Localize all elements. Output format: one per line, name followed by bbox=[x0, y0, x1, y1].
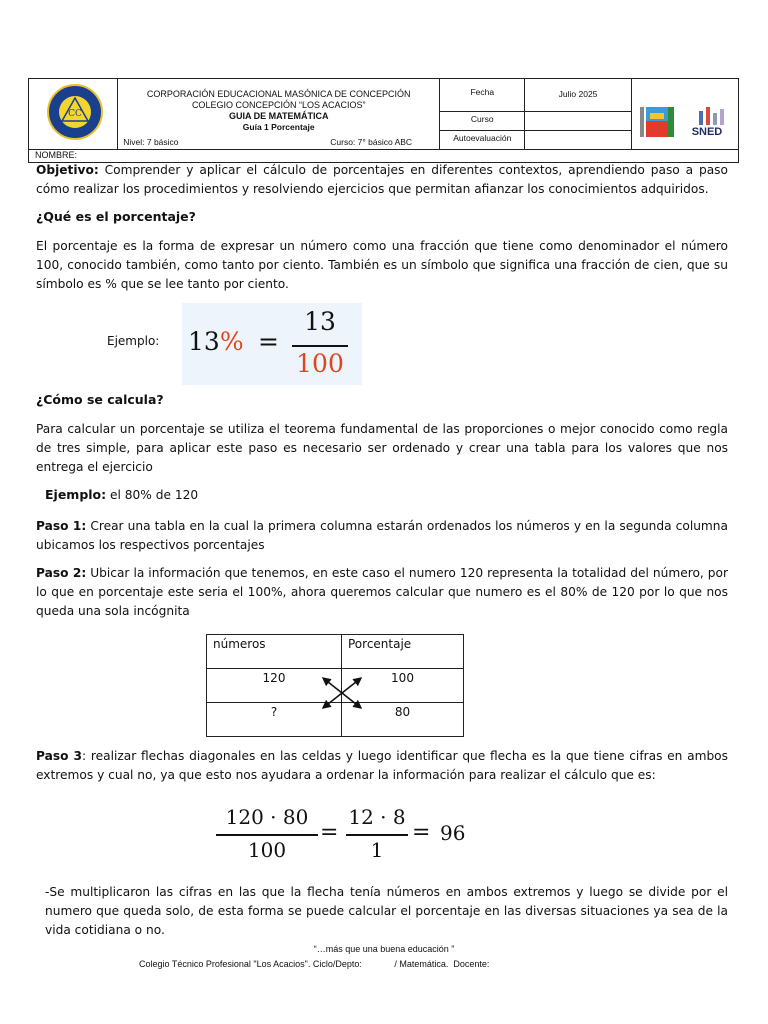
fecha-value: Julio 2025 bbox=[525, 79, 631, 112]
example1-equals: = bbox=[258, 327, 279, 356]
example1-denominator: 100 bbox=[296, 349, 344, 378]
fecha-label: Fecha bbox=[440, 79, 525, 112]
autoevaluacion-value[interactable] bbox=[525, 130, 631, 149]
svg-text:CC: CC bbox=[68, 109, 82, 119]
table-cell: 120 bbox=[207, 669, 342, 703]
paso3-label: Paso 3 bbox=[36, 749, 83, 763]
org-line2: COLEGIO CONCEPCIÓN “LOS ACACIOS” bbox=[191, 100, 366, 110]
table-header-porcentaje: Porcentaje bbox=[342, 635, 464, 669]
guide-subtitle: Guía 1 Porcentaje bbox=[242, 122, 315, 132]
example1-number: 13 bbox=[188, 327, 220, 356]
curso-line: Curso: 7° básico ABC bbox=[330, 137, 413, 147]
paso2-paragraph bbox=[36, 564, 728, 621]
paso3-text: : realizar flechas diagonales en las celdas y luego identificar que flecha es la que tiene cifras en ambos extremos y cual no, ya que esto nos ayudara a ordenar la información para realizar el cálculo que es: bbox=[36, 749, 728, 782]
formula-equals-1: = bbox=[320, 820, 339, 845]
nombre-label: NOMBRE: bbox=[35, 150, 78, 160]
paso1-text: Crear una tabla en la cual la primera columna estarán ordenados los números y en la segunda columna ubicamos los respectivos porcentajes bbox=[36, 519, 729, 552]
objective-label: Objetivo: bbox=[36, 163, 99, 177]
sned-icon bbox=[697, 105, 727, 125]
formula bbox=[216, 803, 476, 863]
formula-equals-2: = bbox=[412, 820, 431, 845]
formula-numerator-1: 120 · 80 bbox=[225, 805, 309, 829]
example1-numerator: 13 bbox=[304, 307, 336, 336]
quality-logo bbox=[638, 103, 678, 143]
objective-paragraph bbox=[36, 161, 728, 199]
example1-box bbox=[182, 303, 362, 385]
formula-denominator-2: 1 bbox=[370, 838, 384, 862]
nivel-label: Nivel: 7 básico bbox=[123, 137, 179, 147]
table-header-row bbox=[207, 635, 464, 669]
example1-percent: % bbox=[219, 327, 244, 356]
example2-label: Ejemplo: bbox=[45, 487, 107, 502]
curso-label: Curso bbox=[440, 112, 525, 130]
formula-result: 96 bbox=[440, 821, 466, 845]
table-cell: ? bbox=[207, 703, 342, 737]
school-logo bbox=[46, 83, 104, 141]
section1-paragraph: El porcentaje es la forma de expresar un número como una fracción que tiene como denominador el número 100, conocido también, como tanto por ciento. También es un símbolo que significa una fracción de cien, que su símbolo es % que se lee tanto por ciento. bbox=[36, 239, 728, 291]
curso-value[interactable] bbox=[525, 112, 631, 130]
paso1-paragraph bbox=[36, 517, 728, 555]
paso3-paragraph bbox=[36, 747, 728, 785]
conclusion-paragraph: -Se multiplicaron las cifras en las que la flecha tenía números en ambos extremos y luego se divide por el numero que queda solo, de esta forma se puede calcular el porcentaje en las diversas situaciones ya sea de la vida cotidiana o no. bbox=[45, 885, 728, 937]
section-title-que-es: ¿Qué es el porcentaje? bbox=[36, 209, 196, 224]
paso2-label: Paso 2: bbox=[36, 566, 87, 580]
formula-bar-2 bbox=[346, 834, 408, 836]
example1-label: Ejemplo: bbox=[107, 334, 160, 348]
example1-fraction-bar bbox=[292, 345, 348, 347]
autoevaluacion-label: Autoevaluación bbox=[440, 130, 525, 149]
table-header-numeros: números bbox=[207, 635, 342, 669]
section-title-como-se-calcula: ¿Cómo se calcula? bbox=[36, 392, 164, 407]
objective-text: Comprender y aplicar el cálculo de porcentajes en diferentes contextos, aprendiendo paso a paso cómo realizar los procedimientos y resolviendo ejercicios que permitan afianzar los conocimientos adquiridos. bbox=[36, 163, 728, 196]
formula-numerator-2: 12 · 8 bbox=[348, 805, 406, 829]
right-logos-cell bbox=[631, 79, 738, 150]
org-line1: CORPORACIÓN EDUCACIONAL MASÓNICA DE CONCEPCIÓN bbox=[146, 89, 411, 99]
sned-label: SNED bbox=[691, 126, 723, 138]
section2-paragraph: Para calcular un porcentaje se utiliza el teorema fundamental de las proporciones o mejor conocido como regla de tres simple, para aplicar este paso es necesario ser ordenado y crear una tabla para los valores que nos entrega el ejercicio bbox=[36, 422, 728, 474]
school-logo-cell bbox=[29, 79, 118, 150]
paso1-label: Paso 1: bbox=[36, 519, 87, 533]
header-center bbox=[118, 79, 440, 150]
cross-arrows-icon bbox=[317, 673, 367, 713]
header-table bbox=[28, 78, 739, 163]
example2-line bbox=[45, 487, 198, 502]
example2-text: el 80% de 120 bbox=[106, 488, 199, 502]
formula-denominator-1: 100 bbox=[247, 838, 287, 862]
formula-bar-1 bbox=[216, 834, 318, 836]
guide-title: GUIA DE MATEMÁTICA bbox=[228, 111, 329, 121]
table-cell: 80 bbox=[342, 703, 464, 737]
table-cell: 100 bbox=[342, 669, 464, 703]
paso2-text: Ubicar la información que tenemos, en este caso el numero 120 representa la totalidad del número, por lo que en porcentaje este seria el 100%, ahora queremos calcular que numero es el 80% de 120 por lo que nos queda una sola incógnita bbox=[36, 566, 729, 618]
footer-line: Colegio Técnico Profesional "Los Acacios". Ciclo/Depto: / Matemática. Docente: bbox=[139, 959, 490, 969]
footer-motto: “…más que una buena educación ” bbox=[313, 944, 455, 954]
